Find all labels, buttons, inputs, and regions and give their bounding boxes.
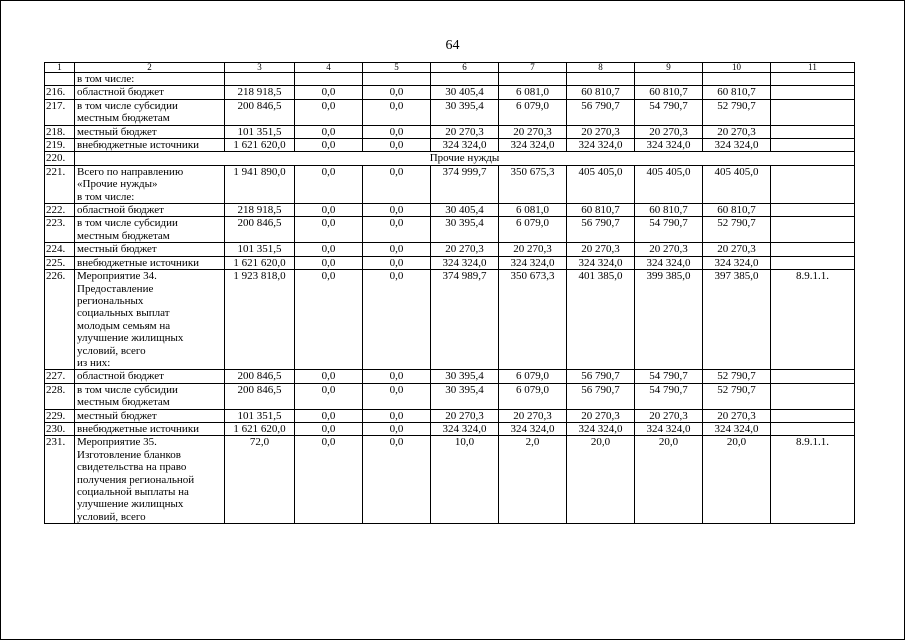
table-row: [45, 125, 855, 138]
value-cell: 20 270,3: [431, 125, 499, 138]
value-cell: 200 846,5: [225, 370, 295, 383]
row-description: областной бюджет: [75, 86, 225, 99]
column-header: 5: [363, 63, 431, 73]
table-row: [45, 256, 855, 269]
value-cell: 324 324,0: [431, 422, 499, 435]
value-cell: 324 324,0: [635, 256, 703, 269]
value-cell: 0,0: [295, 217, 363, 243]
value-cell: 0,0: [363, 243, 431, 256]
table-row: [45, 139, 855, 152]
row-number: 228.: [45, 383, 75, 409]
value-cell: [499, 73, 567, 86]
value-cell: 54 790,7: [635, 217, 703, 243]
value-cell: 20 270,3: [499, 125, 567, 138]
column-header: 3: [225, 63, 295, 73]
program-code: [771, 422, 855, 435]
table-row: [45, 270, 855, 370]
value-cell: 30 395,4: [431, 370, 499, 383]
value-cell: 20,0: [703, 436, 771, 524]
row-number: 222.: [45, 204, 75, 217]
row-description: внебюджетные источники: [75, 422, 225, 435]
table-row: [45, 204, 855, 217]
value-cell: 399 385,0: [635, 270, 703, 370]
section-heading: Прочие нужды: [75, 152, 855, 165]
value-cell: 60 810,7: [635, 204, 703, 217]
table-row: [45, 243, 855, 256]
value-cell: 0,0: [295, 99, 363, 125]
value-cell: 200 846,5: [225, 383, 295, 409]
value-cell: 30 395,4: [431, 217, 499, 243]
value-cell: 30 405,4: [431, 204, 499, 217]
column-header: 2: [75, 63, 225, 73]
table-row: [45, 436, 855, 524]
budget-table: [44, 62, 855, 524]
value-cell: 56 790,7: [567, 383, 635, 409]
value-cell: 0,0: [295, 270, 363, 370]
value-cell: 30 395,4: [431, 99, 499, 125]
value-cell: 0,0: [363, 139, 431, 152]
value-cell: 20 270,3: [635, 125, 703, 138]
value-cell: 2,0: [499, 436, 567, 524]
value-cell: [295, 73, 363, 86]
value-cell: 101 351,5: [225, 125, 295, 138]
value-cell: 0,0: [363, 422, 431, 435]
value-cell: 60 810,7: [635, 86, 703, 99]
table-row: [45, 165, 855, 203]
table-row: [45, 73, 855, 86]
column-header: 10: [703, 63, 771, 73]
row-description: в том числе субсидии местным бюджетам: [75, 217, 225, 243]
value-cell: 324 324,0: [703, 422, 771, 435]
value-cell: 324 324,0: [703, 139, 771, 152]
table-body: [45, 63, 855, 524]
row-description: Мероприятие 34. Предоставление региональных социальных выплат молодым семьям на улучшение жилищных условий, всего из них:: [75, 270, 225, 370]
value-cell: 0,0: [295, 139, 363, 152]
value-cell: 324 324,0: [431, 139, 499, 152]
column-header: 11: [771, 63, 855, 73]
row-number: 226.: [45, 270, 75, 370]
value-cell: [703, 73, 771, 86]
row-number: 220.: [45, 152, 75, 165]
table-row: [45, 99, 855, 125]
value-cell: 397 385,0: [703, 270, 771, 370]
value-cell: 54 790,7: [635, 370, 703, 383]
value-cell: 0,0: [363, 125, 431, 138]
table-row: [45, 383, 855, 409]
table-row: [45, 422, 855, 435]
program-code: 8.9.1.1.: [771, 270, 855, 370]
value-cell: 6 079,0: [499, 217, 567, 243]
value-cell: 54 790,7: [635, 99, 703, 125]
value-cell: 405 405,0: [567, 165, 635, 203]
value-cell: 0,0: [363, 256, 431, 269]
program-code: [771, 256, 855, 269]
program-code: [771, 99, 855, 125]
value-cell: 52 790,7: [703, 99, 771, 125]
value-cell: 405 405,0: [703, 165, 771, 203]
row-number: 223.: [45, 217, 75, 243]
value-cell: 20 270,3: [431, 243, 499, 256]
program-code: 8.9.1.1.: [771, 436, 855, 524]
program-code: [771, 165, 855, 203]
value-cell: [567, 73, 635, 86]
value-cell: 52 790,7: [703, 383, 771, 409]
value-cell: 30 405,4: [431, 86, 499, 99]
value-cell: 6 079,0: [499, 370, 567, 383]
row-number: 229.: [45, 409, 75, 422]
value-cell: 0,0: [363, 99, 431, 125]
value-cell: [363, 73, 431, 86]
value-cell: 0,0: [363, 217, 431, 243]
row-description: местный бюджет: [75, 243, 225, 256]
value-cell: 6 081,0: [499, 86, 567, 99]
row-number: 230.: [45, 422, 75, 435]
value-cell: 72,0: [225, 436, 295, 524]
program-code: [771, 217, 855, 243]
value-cell: 0,0: [363, 86, 431, 99]
value-cell: 0,0: [363, 204, 431, 217]
value-cell: 374 999,7: [431, 165, 499, 203]
value-cell: 401 385,0: [567, 270, 635, 370]
value-cell: 20 270,3: [703, 125, 771, 138]
value-cell: 6 079,0: [499, 383, 567, 409]
table-row: [45, 217, 855, 243]
column-header: 8: [567, 63, 635, 73]
value-cell: 1 621 620,0: [225, 422, 295, 435]
program-code: [771, 125, 855, 138]
value-cell: 324 324,0: [431, 256, 499, 269]
value-cell: 0,0: [295, 204, 363, 217]
value-cell: 1 621 620,0: [225, 256, 295, 269]
value-cell: 20 270,3: [499, 409, 567, 422]
value-cell: 20 270,3: [567, 409, 635, 422]
row-number: 227.: [45, 370, 75, 383]
value-cell: 0,0: [295, 165, 363, 203]
row-description: областной бюджет: [75, 370, 225, 383]
value-cell: 60 810,7: [567, 86, 635, 99]
value-cell: 324 324,0: [567, 139, 635, 152]
value-cell: [635, 73, 703, 86]
value-cell: 324 324,0: [703, 256, 771, 269]
value-cell: 6 079,0: [499, 99, 567, 125]
value-cell: 374 989,7: [431, 270, 499, 370]
column-header: 7: [499, 63, 567, 73]
value-cell: 0,0: [363, 409, 431, 422]
value-cell: 54 790,7: [635, 383, 703, 409]
value-cell: 20 270,3: [703, 243, 771, 256]
column-header: 6: [431, 63, 499, 73]
value-cell: 0,0: [363, 165, 431, 203]
row-description: внебюджетные источники: [75, 256, 225, 269]
value-cell: 52 790,7: [703, 217, 771, 243]
value-cell: 30 395,4: [431, 383, 499, 409]
value-cell: 218 918,5: [225, 86, 295, 99]
value-cell: 0,0: [295, 256, 363, 269]
value-cell: 0,0: [295, 409, 363, 422]
value-cell: 1 941 890,0: [225, 165, 295, 203]
value-cell: 20,0: [635, 436, 703, 524]
row-number: 221.: [45, 165, 75, 203]
value-cell: 56 790,7: [567, 217, 635, 243]
table-row: [45, 86, 855, 99]
row-description: местный бюджет: [75, 409, 225, 422]
row-number: 231.: [45, 436, 75, 524]
value-cell: [431, 73, 499, 86]
table-row: [45, 370, 855, 383]
value-cell: 0,0: [363, 383, 431, 409]
value-cell: 60 810,7: [567, 204, 635, 217]
value-cell: 20 270,3: [635, 409, 703, 422]
value-cell: 218 918,5: [225, 204, 295, 217]
value-cell: 0,0: [363, 370, 431, 383]
value-cell: 324 324,0: [567, 256, 635, 269]
program-code: [771, 409, 855, 422]
value-cell: 1 923 818,0: [225, 270, 295, 370]
row-description: местный бюджет: [75, 125, 225, 138]
column-header: 9: [635, 63, 703, 73]
value-cell: 20 270,3: [431, 409, 499, 422]
value-cell: 0,0: [363, 436, 431, 524]
value-cell: 0,0: [295, 422, 363, 435]
row-description: внебюджетные источники: [75, 139, 225, 152]
program-code: [771, 73, 855, 86]
value-cell: 60 810,7: [703, 86, 771, 99]
program-code: [771, 370, 855, 383]
value-cell: 52 790,7: [703, 370, 771, 383]
value-cell: 0,0: [295, 436, 363, 524]
row-number: 216.: [45, 86, 75, 99]
value-cell: 60 810,7: [703, 204, 771, 217]
program-code: [771, 204, 855, 217]
table-row: [45, 409, 855, 422]
value-cell: 56 790,7: [567, 99, 635, 125]
value-cell: 0,0: [295, 125, 363, 138]
value-cell: 56 790,7: [567, 370, 635, 383]
program-code: [771, 243, 855, 256]
table-row: [45, 152, 855, 165]
value-cell: 0,0: [295, 383, 363, 409]
value-cell: 324 324,0: [499, 256, 567, 269]
value-cell: 20 270,3: [635, 243, 703, 256]
row-description: в том числе субсидии местным бюджетам: [75, 383, 225, 409]
row-description: в том числе субсидии местным бюджетам: [75, 99, 225, 125]
row-description: Всего по направлению «Прочие нужды» в том числе:: [75, 165, 225, 203]
row-number: 218.: [45, 125, 75, 138]
row-number: 225.: [45, 256, 75, 269]
program-code: [771, 139, 855, 152]
value-cell: 324 324,0: [567, 422, 635, 435]
header-row: [45, 63, 855, 73]
value-cell: 1 621 620,0: [225, 139, 295, 152]
value-cell: 10,0: [431, 436, 499, 524]
value-cell: 200 846,5: [225, 99, 295, 125]
value-cell: [225, 73, 295, 86]
value-cell: 0,0: [295, 243, 363, 256]
row-number: 224.: [45, 243, 75, 256]
value-cell: 324 324,0: [499, 422, 567, 435]
value-cell: 6 081,0: [499, 204, 567, 217]
row-description: в том числе:: [75, 73, 225, 86]
page-number: 64: [445, 38, 460, 53]
value-cell: 324 324,0: [499, 139, 567, 152]
row-number: 219.: [45, 139, 75, 152]
value-cell: 20,0: [567, 436, 635, 524]
row-number: [45, 73, 75, 86]
column-header: 1: [45, 63, 75, 73]
value-cell: 0,0: [295, 370, 363, 383]
value-cell: 101 351,5: [225, 409, 295, 422]
value-cell: 350 673,3: [499, 270, 567, 370]
value-cell: 0,0: [363, 270, 431, 370]
value-cell: 0,0: [295, 86, 363, 99]
value-cell: 20 270,3: [499, 243, 567, 256]
value-cell: 324 324,0: [635, 422, 703, 435]
value-cell: 20 270,3: [703, 409, 771, 422]
row-description: Мероприятие 35. Изготовление бланков свидетельства на право получения региональной социальной выплаты на улучшение жилищных условий, всего: [75, 436, 225, 524]
value-cell: 350 675,3: [499, 165, 567, 203]
value-cell: 20 270,3: [567, 125, 635, 138]
value-cell: 405 405,0: [635, 165, 703, 203]
program-code: [771, 86, 855, 99]
column-header: 4: [295, 63, 363, 73]
row-description: областной бюджет: [75, 204, 225, 217]
value-cell: 200 846,5: [225, 217, 295, 243]
value-cell: 101 351,5: [225, 243, 295, 256]
row-number: 217.: [45, 99, 75, 125]
value-cell: 20 270,3: [567, 243, 635, 256]
value-cell: 324 324,0: [635, 139, 703, 152]
program-code: [771, 383, 855, 409]
